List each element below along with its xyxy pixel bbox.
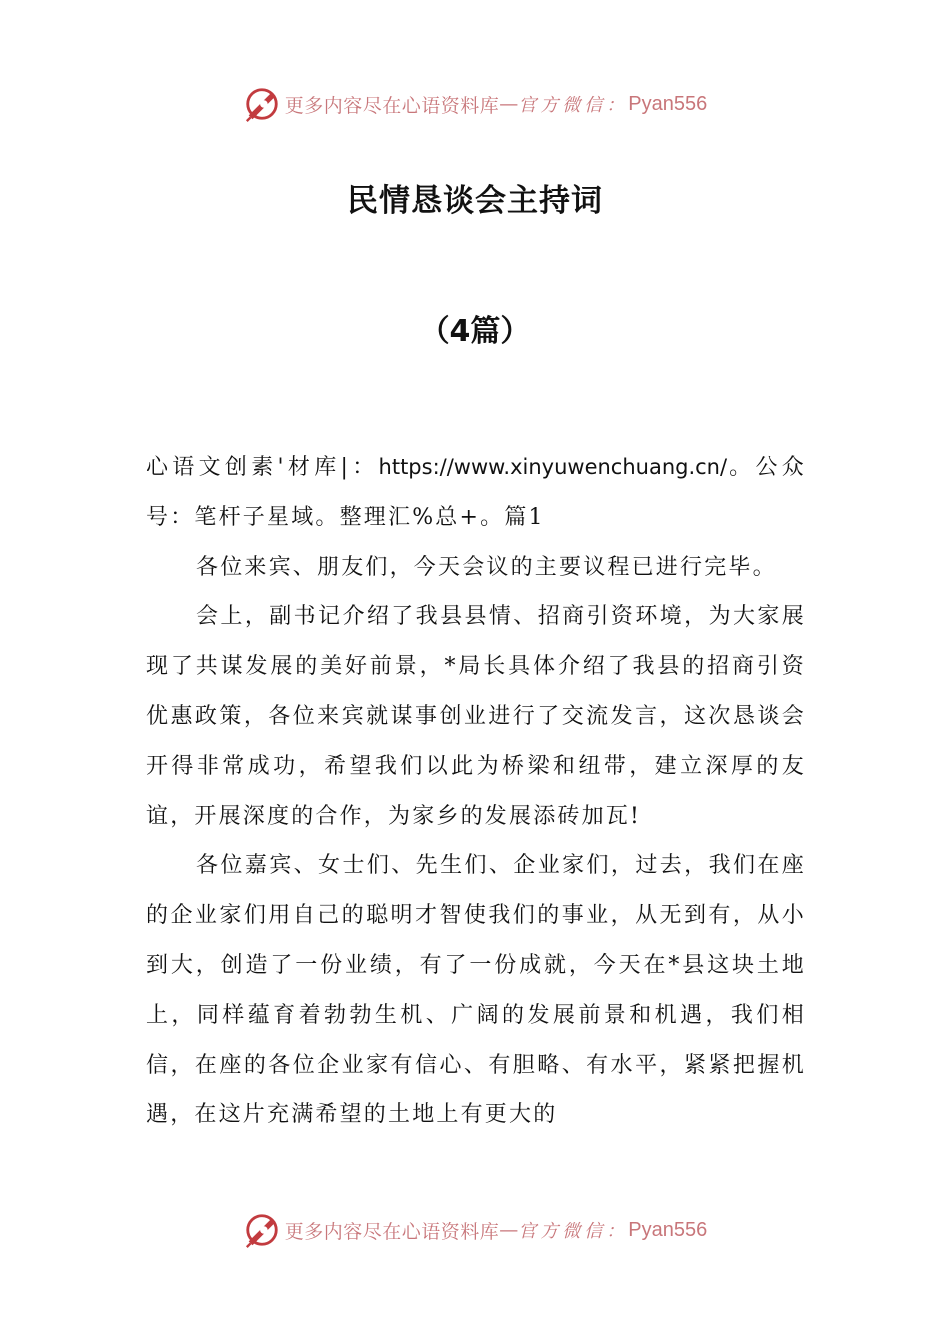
pen-logo-icon — [243, 1211, 281, 1249]
paragraph-3: 各位嘉宾、女士们、先生们、企业家们，过去，我们在座的企业家们用自己的聪明才智使我们的事业，从无到有，从小到大，创造了一份业绩，有了一份成就，今天在*县这块土地上，同样蕴育着勃勃生机、广阔的发展前景和机遇，我们相信，在座的各位企业家有信心、有胆略、有水平，紧紧把握机遇，在这片充满希望的土地上有更大的 — [146, 853, 806, 1128]
watermark-wechat-label: 官方微信： — [518, 95, 629, 116]
document-subtitle: （4篇） — [419, 314, 531, 349]
document-title: 民情恳谈会主持词 — [347, 183, 603, 219]
pen-logo-icon — [243, 85, 281, 123]
watermark-site-text: 更多内容尽在心语资料库 — [284, 94, 500, 117]
source-url-link[interactable]: https://www.xinyuwenchuang.cn/ — [378, 455, 728, 479]
watermark-wechat-label: 官方微信： — [518, 1221, 629, 1242]
watermark-wechat-id: Pyan556 — [628, 1218, 708, 1241]
watermark-site-text: 更多内容尽在心语资料库 — [284, 1220, 500, 1243]
source-suffix: 。公众号：笔杆子星域。整理汇%总+。篇1 — [146, 455, 806, 530]
document-body — [146, 443, 806, 1140]
paragraph-2: 会上，副书记介绍了我县县情、招商引资环境，为大家展现了共谋发展的美好前景，*局长具体介绍了我县的招商引资优惠政策，各位来宾就谋事创业进行了交流发言，这次恳谈会开得非常成功，希望我们以此为桥梁和纽带，建立深厚的友谊，开展深度的合作，为家乡的发展添砖加瓦! — [146, 604, 806, 829]
source-prefix: 心语文创素'材库|： — [146, 455, 379, 480]
watermark-wechat-id: Pyan556 — [628, 92, 708, 115]
watermark-separator: — — [499, 1219, 519, 1241]
watermark-separator: — — [499, 93, 519, 115]
paragraph-1: 各位来宾、朋友们，今天会议的主要议程已进行完毕。 — [196, 554, 777, 580]
header-watermark-banner — [0, 84, 950, 124]
footer-watermark-banner — [0, 1210, 950, 1250]
source-line — [146, 443, 806, 543]
